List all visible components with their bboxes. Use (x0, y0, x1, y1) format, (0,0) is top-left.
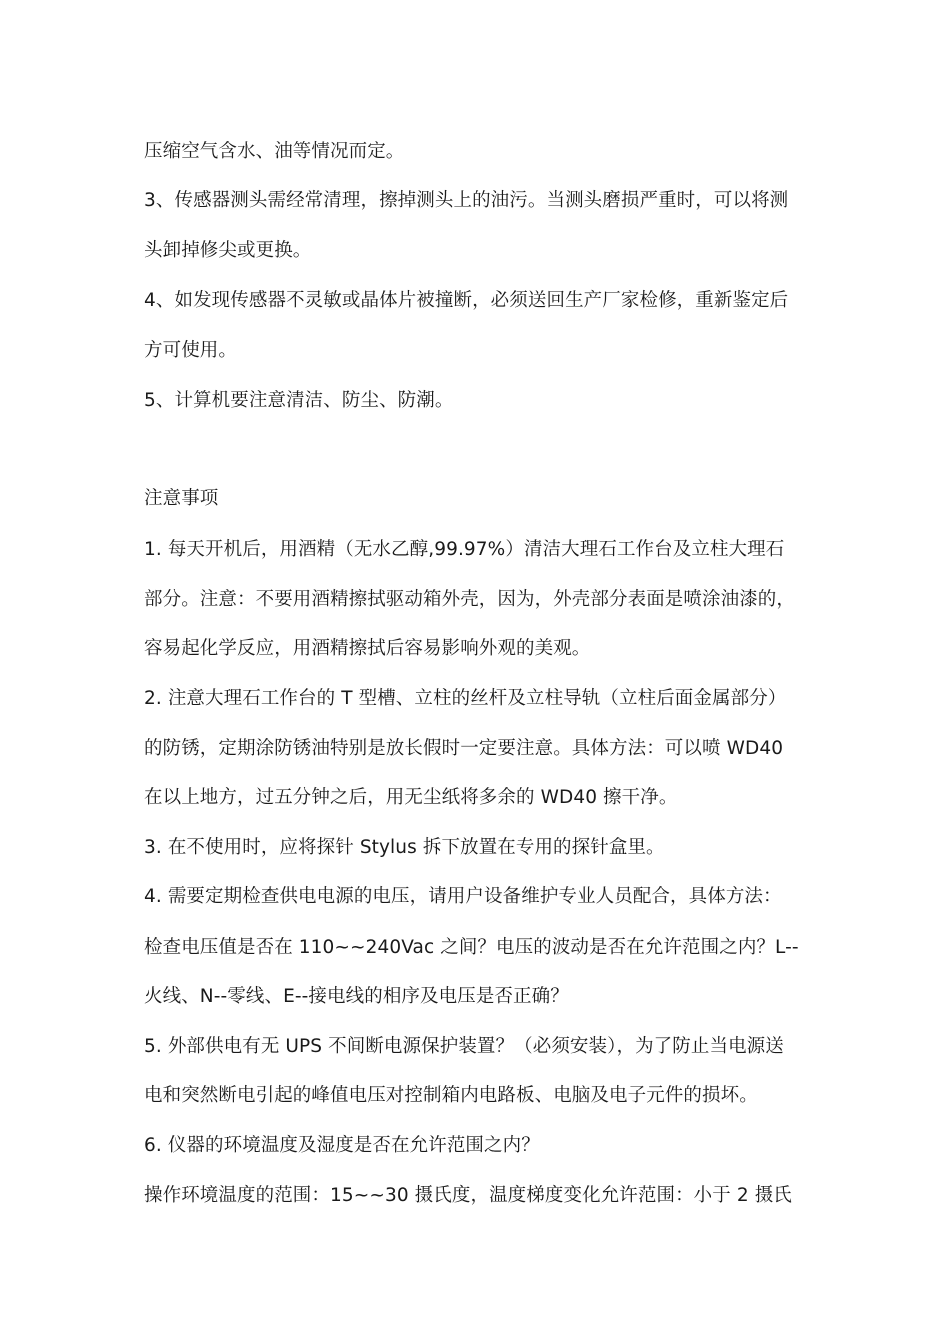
text-line: 在以上地方，过五分钟之后，用无尘纸将多余的 WD40 擦干净。 (144, 787, 678, 808)
text-line: 方可使用。 (144, 340, 238, 361)
text-line: 1. 每天开机后，用酒精（无水乙醇,99.97%）清洁大理石工作台及立柱大理石 (144, 539, 785, 560)
text-line: 4、如发现传感器不灵敏或晶体片被撞断，必须送回生产厂家检修，重新鉴定后 (144, 290, 789, 311)
text-line: 操作环境温度的范围：15~~30 摄氏度，温度梯度变化允许范围：小于 2 摄氏 (144, 1185, 792, 1206)
text-line: 电和突然断电引起的峰值电压对控制箱内电路板、电脑及电子元件的损坏。 (144, 1085, 758, 1106)
text-line: 检查电压值是否在 110~~240Vac 之间？电压的波动是否在允许范围之内？L-- (144, 937, 799, 958)
text-line: 5. 外部供电有无 UPS 不间断电源保护装置？（必须安装），为了防止当电源送 (144, 1036, 784, 1057)
text-line: 6. 仪器的环境温度及湿度是否在允许范围之内？ (144, 1135, 540, 1156)
text-line: 部分。注意：不要用酒精擦拭驱动箱外壳，因为，外壳部分表面是喷涂油漆的， (144, 589, 796, 610)
text-line: 2. 注意大理石工作台的 T 型槽、立柱的丝杆及立柱导轨（立柱后面金属部分） (144, 688, 787, 709)
text-line: 火线、N--零线、E--接电线的相序及电压是否正确？ (144, 986, 569, 1007)
text-line: 容易起化学反应，用酒精擦拭后容易影响外观的美观。 (144, 638, 591, 659)
section-heading: 注意事项 (144, 488, 219, 509)
text-line: 3、传感器测头需经常清理，擦掉测头上的油污。当测头磨损严重时，可以将测 (144, 190, 789, 211)
text-line: 头卸掉修尖或更换。 (144, 240, 312, 261)
text-line: 3. 在不使用时，应将探针 Stylus 拆下放置在专用的探针盒里。 (144, 837, 665, 858)
text-line: 4. 需要定期检查供电电源的电压，请用户设备维护专业人员配合，具体方法： (144, 886, 782, 907)
text-line: 压缩空气含水、油等情况而定。 (144, 141, 405, 162)
text-line: 的防锈，定期涂防锈油特别是放长假时一定要注意。具体方法：可以喷 WD40 (144, 738, 784, 759)
text-line: 5、计算机要注意清洁、防尘、防潮。 (144, 390, 454, 411)
